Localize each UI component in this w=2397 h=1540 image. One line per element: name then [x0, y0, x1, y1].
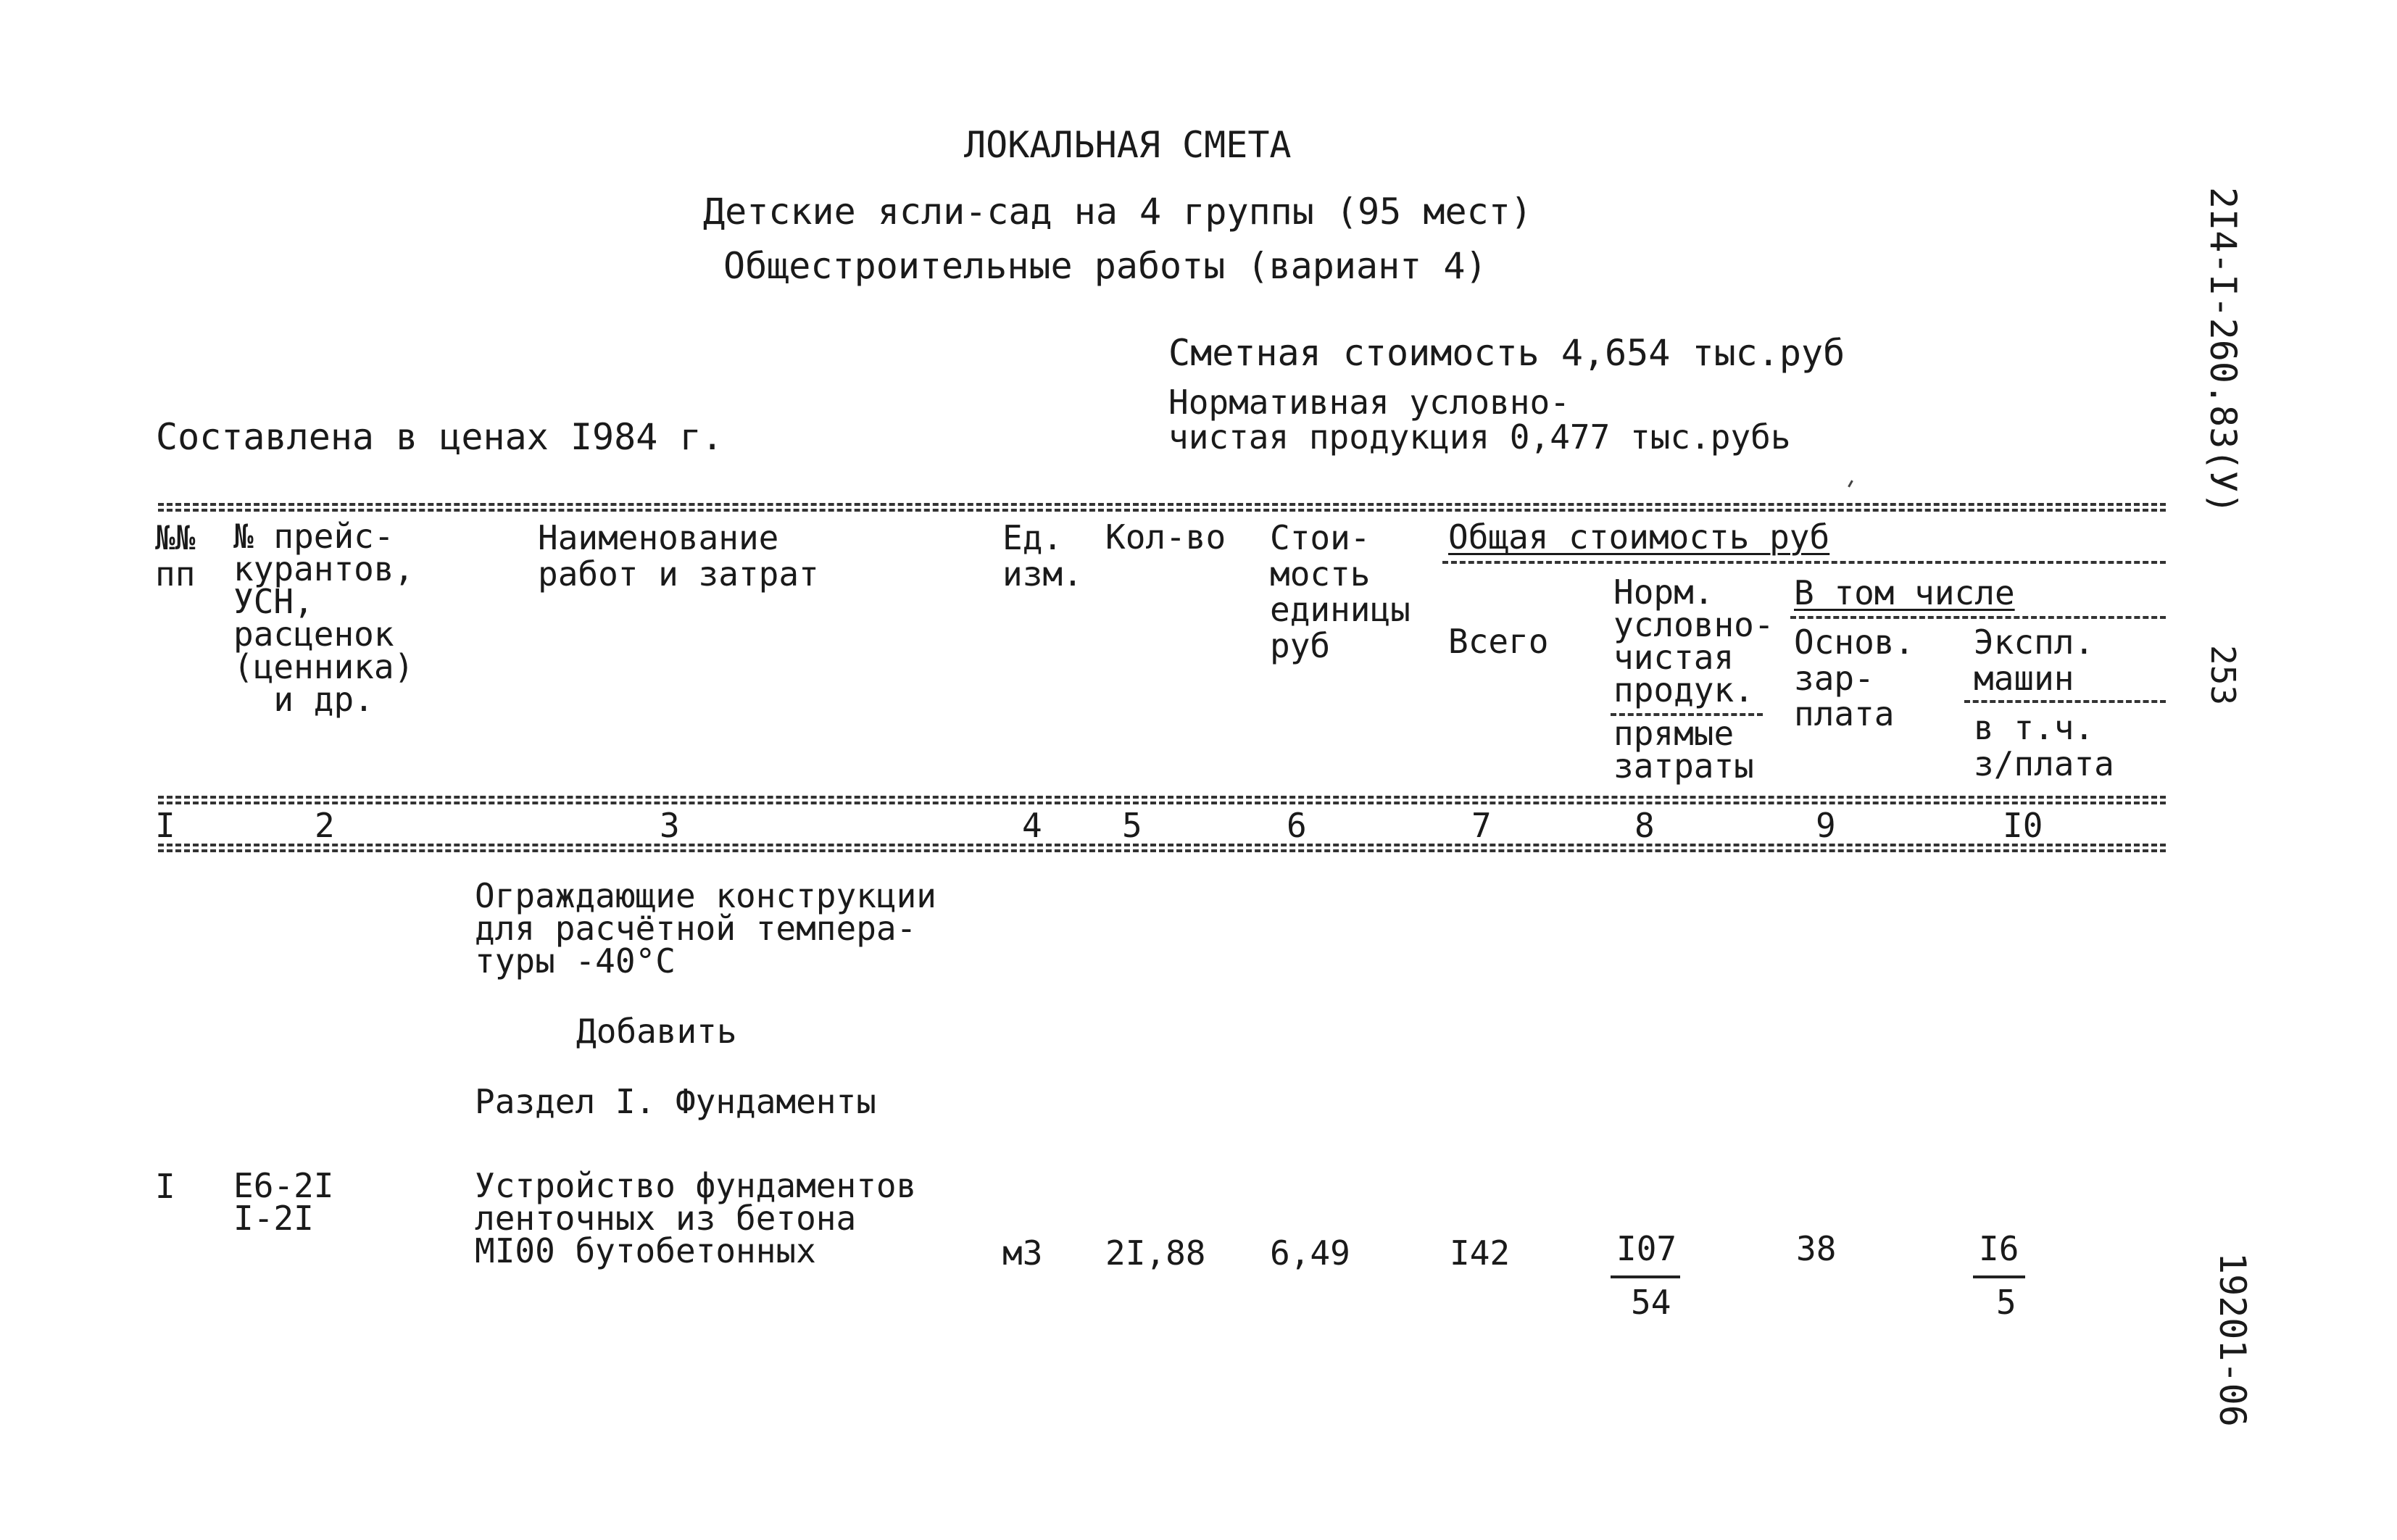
header-c1: №№ пп [155, 518, 196, 594]
column-number-2: 2 [315, 806, 335, 845]
column-numbers-rule [158, 844, 2166, 846]
header-c8-bottom: прямые затраты [1613, 714, 1754, 786]
normative-product-line2: чистая продукция 0,477 тыс.рубь [1168, 417, 1791, 457]
header-c7: Всего [1448, 622, 1549, 661]
column-number-4: 4 [1022, 806, 1042, 845]
row-total: I42 [1450, 1233, 1511, 1273]
row-norm-fraction-line [1611, 1275, 1680, 1278]
column-number-3: 3 [660, 806, 680, 845]
column-number-10: I0 [2003, 806, 2043, 845]
row-machines-fraction-line [1973, 1275, 2025, 1278]
column-number-8: 8 [1634, 806, 1655, 845]
header-c4: Ед. изм. [1002, 518, 1083, 594]
section-title: Раздел I. Фундаменты [475, 1082, 876, 1121]
header-c2: № прейс- курантов, УСН, расценок (ценника) и др. [233, 517, 415, 720]
add-label: Добавить [576, 1012, 737, 1051]
table-top-rule-2 [158, 509, 2166, 512]
column-number-6: 6 [1287, 806, 1307, 845]
group-incl-rule [1790, 616, 2166, 619]
header-c8-top: Норм. условно- чистая продук. [1613, 573, 1774, 710]
document-subtitle-object: Детские ясли-сад на 4 группы (95 мест) [703, 191, 1532, 233]
header-c6: Стои- мость единицы руб [1270, 518, 1411, 666]
prices-year: Составлена в ценах I984 г. [156, 416, 723, 458]
header-c9: Основ. зар- плата [1794, 623, 1915, 734]
column-number-9: 9 [1816, 806, 1836, 845]
c10-split-rule [1964, 700, 2166, 703]
page-number: 253 [2203, 645, 2243, 706]
header-group-incl: В том числе [1794, 573, 2015, 612]
column-number-5: 5 [1122, 806, 1142, 845]
document-title: ЛОКАЛЬНАЯ СМЕТА [964, 124, 1292, 166]
table-top-rule [158, 503, 2166, 506]
row-code: Е6-2I I-2I [233, 1166, 334, 1239]
column-number-1: I [155, 806, 175, 845]
header-bottom-rule [158, 796, 2166, 799]
group-total-rule [1442, 561, 2166, 564]
document-subtitle-works: Общестроительные работы (вариант 4) [723, 245, 1487, 287]
row-quantity: 2I,88 [1105, 1233, 1206, 1273]
section-note: Ограждающие конструкции для расчётной темпера- туры -40°С [475, 876, 936, 981]
normative-product-line1: Нормативная условно- [1168, 383, 1570, 422]
column-numbers-rule-2 [158, 849, 2166, 852]
row-machines-bottom: 5 [1996, 1283, 2016, 1322]
estimated-cost: Сметная стоимость 4,654 тыс.руб [1168, 332, 1845, 374]
row-norm-bottom: 54 [1631, 1283, 1671, 1322]
header-c10-top: Экспл. машин [1974, 623, 2095, 698]
row-name: Устройство фундаментов ленточных из бетона МI00 бутобетонных [475, 1166, 917, 1271]
row-unit-cost: 6,49 [1270, 1233, 1350, 1273]
archive-number: 19201-06 [2211, 1252, 2253, 1427]
column-number-7: 7 [1471, 806, 1492, 845]
row-number: I [155, 1167, 175, 1206]
row-unit: м3 [1002, 1233, 1043, 1273]
row-norm-top: I07 [1616, 1229, 1677, 1268]
header-group-total: Общая стоимость руб [1448, 517, 1830, 557]
stray-mark [1848, 480, 1853, 487]
document-code: 2I4-I-260.83(У) [2202, 187, 2244, 515]
header-c3: Наименование работ и затрат [538, 518, 819, 594]
header-c10-bottom: в т.ч. з/плата [1974, 708, 2114, 783]
row-machines-top: I6 [1979, 1229, 2019, 1268]
header-bottom-rule-2 [158, 802, 2166, 804]
header-c5: Кол-во [1105, 517, 1226, 557]
row-wage: 38 [1796, 1229, 1837, 1268]
